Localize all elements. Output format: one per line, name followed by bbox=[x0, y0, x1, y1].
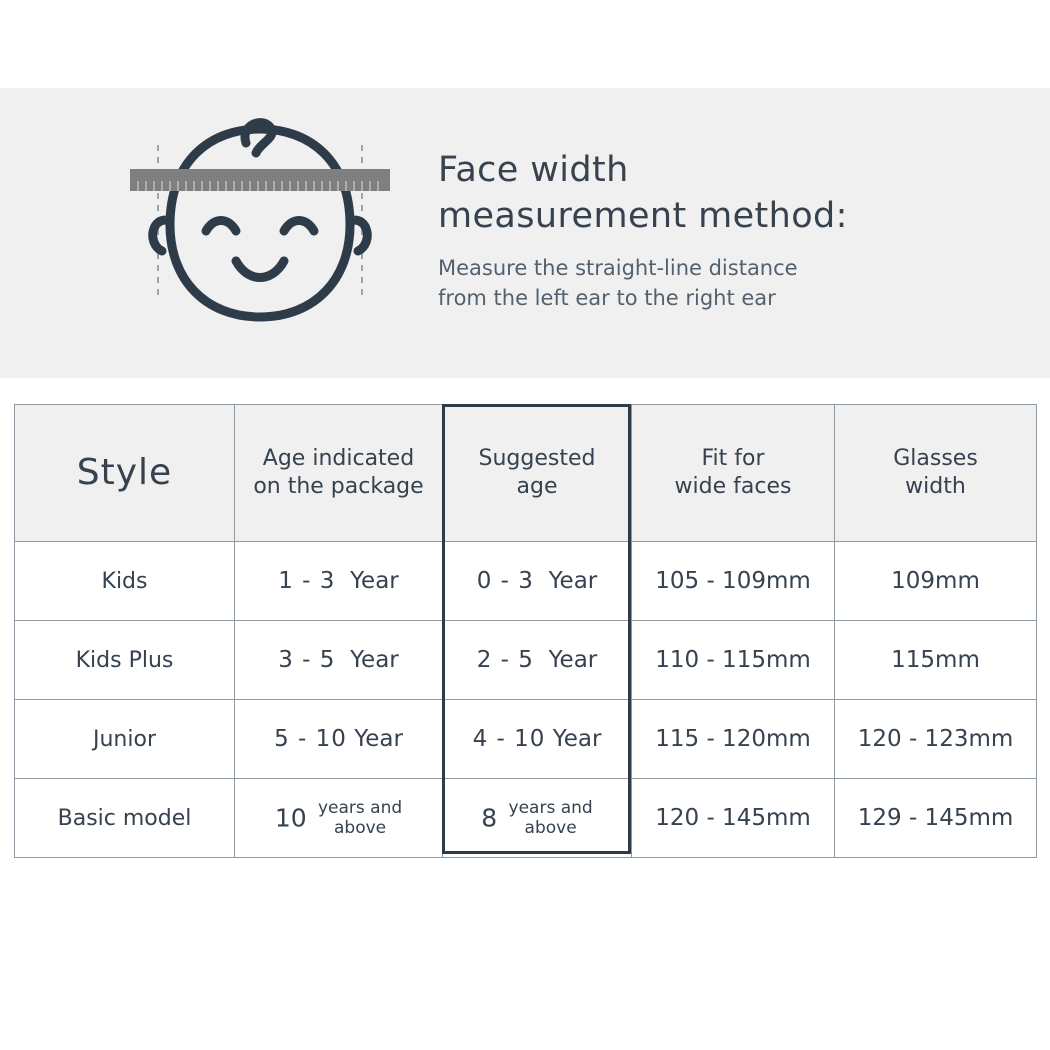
package-age-unit bbox=[318, 798, 402, 838]
cell-fit-wide-faces-basic-model: 120 - 145mm bbox=[632, 779, 835, 858]
suggested-age-unit: Year bbox=[552, 726, 602, 752]
table-row bbox=[15, 700, 1037, 779]
header-glasses-width-line-2: width bbox=[905, 474, 966, 499]
cell-package-age-junior bbox=[235, 700, 443, 779]
cell-suggested-age-junior bbox=[443, 700, 632, 779]
cell-glasses-width-junior: 120 - 123mm bbox=[835, 700, 1037, 779]
suggested-age-value: 8 bbox=[481, 803, 498, 833]
cell-package-age-basic-model bbox=[235, 779, 443, 858]
header-fit-wide-faces-line-2: wide faces bbox=[674, 474, 792, 499]
cell-package-age-kids bbox=[235, 542, 443, 621]
size-table bbox=[14, 404, 1037, 858]
suggested-age-unit-line-2: above bbox=[524, 818, 577, 838]
cell-suggested-age-kids-plus bbox=[443, 621, 632, 700]
header-package-age bbox=[235, 405, 443, 542]
package-age-value: 5 - 10 bbox=[274, 726, 347, 752]
row-style-basic-model: Basic model bbox=[15, 779, 235, 858]
banner-title-line-2: measurement method: bbox=[438, 196, 848, 236]
header-fit-wide-faces bbox=[632, 405, 835, 542]
header-banner bbox=[0, 88, 1050, 378]
package-age-unit: Year bbox=[350, 568, 399, 594]
table-row bbox=[15, 779, 1037, 858]
cell-package-age-kids-plus bbox=[235, 621, 443, 700]
header-suggested-age bbox=[443, 405, 632, 542]
cell-fit-wide-faces-junior: 115 - 120mm bbox=[632, 700, 835, 779]
cell-suggested-age-kids bbox=[443, 542, 632, 621]
row-style-junior: Junior bbox=[15, 700, 235, 779]
header-glasses-width bbox=[835, 405, 1037, 542]
suggested-age-value: 2 - 5 bbox=[476, 647, 534, 673]
banner-subtitle-line-1: Measure the straight-line distance bbox=[438, 256, 798, 280]
package-age-value: 3 - 5 bbox=[278, 647, 336, 673]
cell-fit-wide-faces-kids-plus: 110 - 115mm bbox=[632, 621, 835, 700]
header-style: Style bbox=[15, 405, 235, 542]
table-header-row bbox=[15, 405, 1037, 542]
row-style-kids-plus: Kids Plus bbox=[15, 621, 235, 700]
package-age-value: 1 - 3 bbox=[278, 568, 336, 594]
cell-suggested-age-basic-model bbox=[443, 779, 632, 858]
suggested-age-unit bbox=[509, 798, 593, 838]
package-age-value: 10 bbox=[274, 803, 307, 833]
row-style-kids: Kids bbox=[15, 542, 235, 621]
banner-title-line-1: Face width bbox=[438, 150, 629, 190]
header-fit-wide-faces-line-1: Fit for bbox=[701, 446, 765, 471]
size-table-container bbox=[14, 404, 1036, 858]
child-head-with-ruler-icon bbox=[110, 103, 410, 363]
cell-fit-wide-faces-kids: 105 - 109mm bbox=[632, 542, 835, 621]
cell-glasses-width-kids-plus: 115mm bbox=[835, 621, 1037, 700]
header-suggested-age-line-2: age bbox=[516, 474, 558, 499]
table-row bbox=[15, 542, 1037, 621]
package-age-unit-line-1: years and bbox=[317, 798, 403, 818]
cell-glasses-width-kids: 109mm bbox=[835, 542, 1037, 621]
table-row bbox=[15, 621, 1037, 700]
suggested-age-value: 0 - 3 bbox=[476, 568, 534, 594]
package-age-unit: Year bbox=[354, 726, 403, 752]
suggested-age-value: 4 - 10 bbox=[472, 726, 546, 752]
suggested-age-unit-line-1: years and bbox=[508, 798, 593, 818]
header-suggested-age-line-1: Suggested bbox=[478, 446, 596, 471]
banner-subtitle-line-2: from the left ear to the right ear bbox=[438, 286, 776, 310]
header-glasses-width-line-1: Glasses bbox=[893, 446, 978, 471]
banner-text-block bbox=[438, 147, 848, 319]
header-package-age-line-1: Age indicated bbox=[262, 446, 415, 471]
suggested-age-unit: Year bbox=[548, 647, 598, 673]
cell-glasses-width-basic-model: 129 - 145mm bbox=[835, 779, 1037, 858]
header-package-age-line-2: on the package bbox=[253, 474, 424, 499]
package-age-unit: Year bbox=[350, 647, 399, 673]
package-age-unit-line-2: above bbox=[333, 818, 387, 838]
suggested-age-unit: Year bbox=[548, 568, 598, 594]
